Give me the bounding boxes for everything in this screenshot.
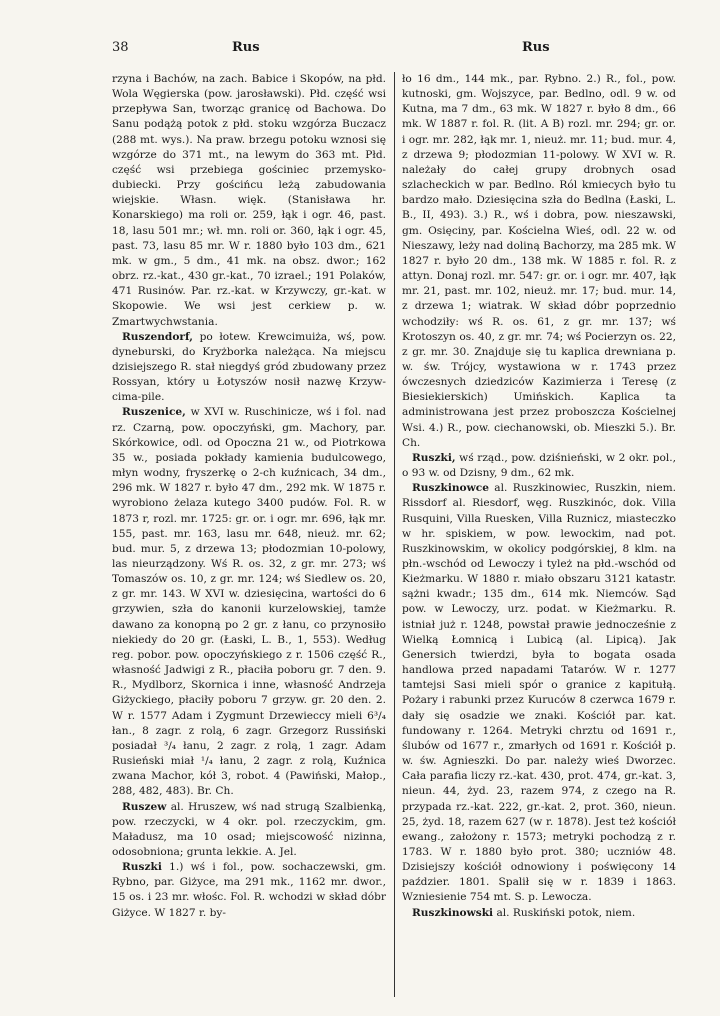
entry-text: al. Hruszew, wś nad strugą Szalbienką, pow. rzeczycki, w 4 okr. pol. rzeczyckim, gm. Maładusz, ma 10 osad; miejscowość nizinna, odosobniona; grunta lekkie. A. Jel. (112, 800, 386, 858)
entry-text: rzyna i Bachów, na zach. Babice i Skopów, na płd. Wola Węgierska (pow. jarosławski). Płd. część wsi przepływa San, tworząc granicę od Bachowa. Do Sanu podążą potok z płd. stoku wzgórza Buczacz (288 mt. wys.). Na praw. brzegu potoku wznosi się wzgórze do 371 mt., na lewym do 363 mt. Płd. część wsi przebiega gościniec przemysko-dubiecki. Przy gościńcu leżą zabudowania wiejskie. Własn. więk. (Stanisława hr. Konarskiego) ma roli or. 259, łąk i ogr. 46, past. 18, lasu 501 mr.; wł. mn. roli or. 360, łąk i ogr. 45, past. 73, lasu 85 mr. W r. 1880 było 103 dm., 621 mk. w gm., 5 dm., 41 mk. na obsz. dwor.; 162 obrz. rz.-kat., 430 gr.-kat., 70 izrael.; 191 Polaków, 471 Rusinów. Par. rz.-kat. w Krzywczy, gr.-kat. w Skopowie. We wsi jest cerkiew p. w. Zmartwychwstania. (112, 73, 386, 328)
entry-headword: Ruszew (122, 800, 167, 813)
entry-headword: Ruszkinowski (412, 906, 494, 919)
dictionary-entry (112, 330, 386, 406)
dictionary-entry (402, 481, 676, 905)
entry-headword: Ruszenice, (122, 406, 186, 419)
dictionary-entry (112, 405, 386, 799)
entry-headword: Ruszendorf, (122, 330, 193, 343)
entry-text: wś rząd., pow. dziśnieński, w 2 okr. pol., o 93 w. od Dzisny, 9 dm., 62 mk. (402, 451, 676, 480)
column-divider (394, 72, 395, 997)
dictionary-entry (402, 906, 676, 921)
running-head-left: Rus (232, 40, 260, 55)
entry-text: al. Ruszkinowiec, Ruszkin, niem. Rissdorf al. Riesdorf, węg. Ruszkinóc, dok. Villa Rusquini, Villa Ruesken, Villa Ruznicz, miasteczko w hr. spiskiem, w pow. lewockim, nad pot. Ruszkinowskim, w okolicy podgórskiej, 8 klm. na płn.-wschód od Lewoczy i tyleż na płd.-wschód od Kieżmarku. W 1880 r. miało obszaru 3121 katastr. sążni kwadr.; 135 dm., 614 mk. Niemców. Sąd pow. w Lewoczy, urz. podat. w Kieżmarku. R. istniał już r. 1248, powstał prawie jednocześnie z Wielką Łomnicą i Lubicą (al. Lipicą). Jak Genersich twierdzi, była to bogata osada handlowa przed napadami Tatarów. W r. 1277 tamtejsi Sasi mieli spór o granice z kapitułą. Pożary i rabunki przez Kuruców 8 czerwca 1679 r. dały się osadzie we znaki. Kościół par. kat. fundowany r. 1264. Metryki chrztu od 1691 r., ślubów od 1677 r., zmarłych od 1691 r. Kościół p. w. św. Agnieszki. Do par. należy wieś Dworzec. Cała parafia liczy rz.-kat. 430, prot. 474, gr.-kat. 3, nieun. 44, żyd. 23, razem 974, z czego na R. przypada rz.-kat. 222, gr.-kat. 2, prot. 360, nieun. 25, żyd. 18, razem 627 (w r. 1878). Jest też kościół ewang., założony r. 1573; metryki pochodzą z r. 1783. W r. 1880 było prot. 380; uczniów 48. Dzisiejszy kościół odnowiony i poświęcony 14 paździer. 1801. Spalił się w r. 1839 i 1863. Wzniesienie 754 mt. S. p. Lewocza. (402, 482, 676, 904)
dictionary-entry (402, 72, 676, 451)
entry-text: al. Ruskiński potok, niem. (496, 906, 636, 919)
entry-headword: Ruszki, (412, 451, 456, 464)
entry-text: ło 16 dm., 144 mk., par. Rybno. 2.) R., fol., pow. kutnoski, gm. Wojszyce, par. Bedlno, odl. 9 w. od Kutna, ma 7 dm., 63 mk. W 1827 r. było 8 dm., 66 mk. W 1887 r. fol. R. (lit. A B) rozl. mr. 294; gr. or. i ogr. mr. 282, łąk mr. 1, nieuż. mr. 11; bud. mur. 4, z drzewa 9; płodozmian 11-polowy. W XVI w. R. należały do całej grupy drobnych osad szlacheckich w par. Bedlno. Ról kmiecych było tu bardzo mało. Dziesięcina szła do Bedlna (Łaski, L. B., II, 493). 3.) R., wś i dobra, pow. nieszawski, gm. Osięciny, par. Kościelna Wieś, odl. 22 w. od Nieszawy, leży nad doliną Bachorzy, ma 285 mk. W 1827 r. było 20 dm., 138 mk. W 1885 r. fol. R. z attyn. Donaj rozl. mr. 547: gr. or. i ogr. mr. 407, łąk mr. 21, past. mr. 102, nieuż. mr. 17; bud. mur. 14, z drzewa 1; wiatrak. W skład dóbr poprzednio wchodziły: wś R. os. 61, z gr. mr. 137; wś Krotoszyn os. 40, z gr. mr. 74; wś Pocierzyn os. 22, z gr. mr. 30. Znajduje się tu kaplica drewniana p. w. św. Trójcy, wystawiona w r. 1743 przez ówczesnych dziedziców Kazimierza i Teresę (z Biesiekierskich) Umińskich. Kaplica ta administrowana jest przez proboszcza Kościelnej Wsi. 4.) R., pow. ciechanowski, ob. Mieszki 5.). Br. Ch. (402, 73, 676, 449)
text-columns (112, 72, 676, 997)
right-column (402, 72, 676, 997)
dictionary-entry (112, 800, 386, 861)
dictionary-entry (402, 451, 676, 481)
dictionary-entry (112, 860, 386, 921)
entry-text: po łotew. Krewcimuiża, wś, pow. dyneburski, do Kryżborka należąca. Na miejscu dzisiejszego R. stał niegdyś gród zbudowany przez Rossyan, który u Łotyszów nosił nazwę Krzyw-cima-pile. (112, 330, 386, 404)
running-head-right: Rus (522, 40, 550, 55)
entry-headword: Ruszki (122, 861, 162, 874)
entry-headword: Ruszkinowce (412, 482, 489, 495)
entry-text: 1.) wś i fol., pow. sochaczewski, gm. Rybno, par. Giżyce, ma 291 mk., 1162 mr. dwor., 15 os. i 23 mr. włośc. Fol. R. wchodzi w skład dóbr Giżyce. W 1827 r. by- (112, 861, 386, 919)
entry-text: w XVI w. Ruschinicze, wś i fol. nad rz. Czarną, pow. opoczyński, gm. Machory, par. Skórkowice, odl. od Opoczna 21 w., od Piotrkowa 35 w., posiada pokłady kamienia budulcowego, młyn wodny, fryszerkę o 2-ch kuźnicach, 34 dm., 296 mk. W 1827 r. było 47 dm., 292 mk. W 1875 r. wyrobiono żelaza kutego 3400 pudów. Fol. R. w 1873 r, rozl. mr. 1725: gr. or. i ogr. mr. 696, łąk mr. 155, past. mr. 163, lasu mr. 648, nieuż. mr. 62; bud. mur. 5, z drzewa 13; płodozmian 10-polowy, las nieurządzony. Wś R. os. 32, z gr. mr. 273; wś Tomaszów os. 10, z gr. mr. 124; wś Siedlew os. 20, z gr. mr. 143. W XVI w. dziesięcina, wartości do 6 grzywien, szła do kanonii kurzelowskiej, tamże dawano za konopną po 2 gr. z łanu, co przynosiło niekiedy do 20 gr. (Łaski, L. B., 1, 553). Według reg. pobor. pow. opoczyńskiego z r. 1506 część R., własność Jadwigi z R., płaciła poboru gr. 7 den. 9. R., Mydlborz, Skornica i inne, własność Andrzeja Giżyckiego, płaciły poboru 7 grzyw. gr. 20 den. 2. W r. 1577 Adam i Zygmunt Drzewieccy mieli 6³/₄ łan., 8 zagr. z rolą, 6 zagr. Grzegorz Russiński posiadał ³/₄ łanu, 2 zagr. z rolą, 1 zagr. Adam Rusieński miał ¹/₄ łanu, 2 zagr. z rolą, Kuźnica zwana Machor, kół 3, robot. 4 (Pawiński, Małop., 288, 482, 483). Br. Ch. (112, 406, 386, 798)
dictionary-entry (112, 72, 386, 330)
left-column (112, 72, 386, 997)
page-number: 38 (112, 40, 129, 55)
page-header (112, 40, 612, 62)
